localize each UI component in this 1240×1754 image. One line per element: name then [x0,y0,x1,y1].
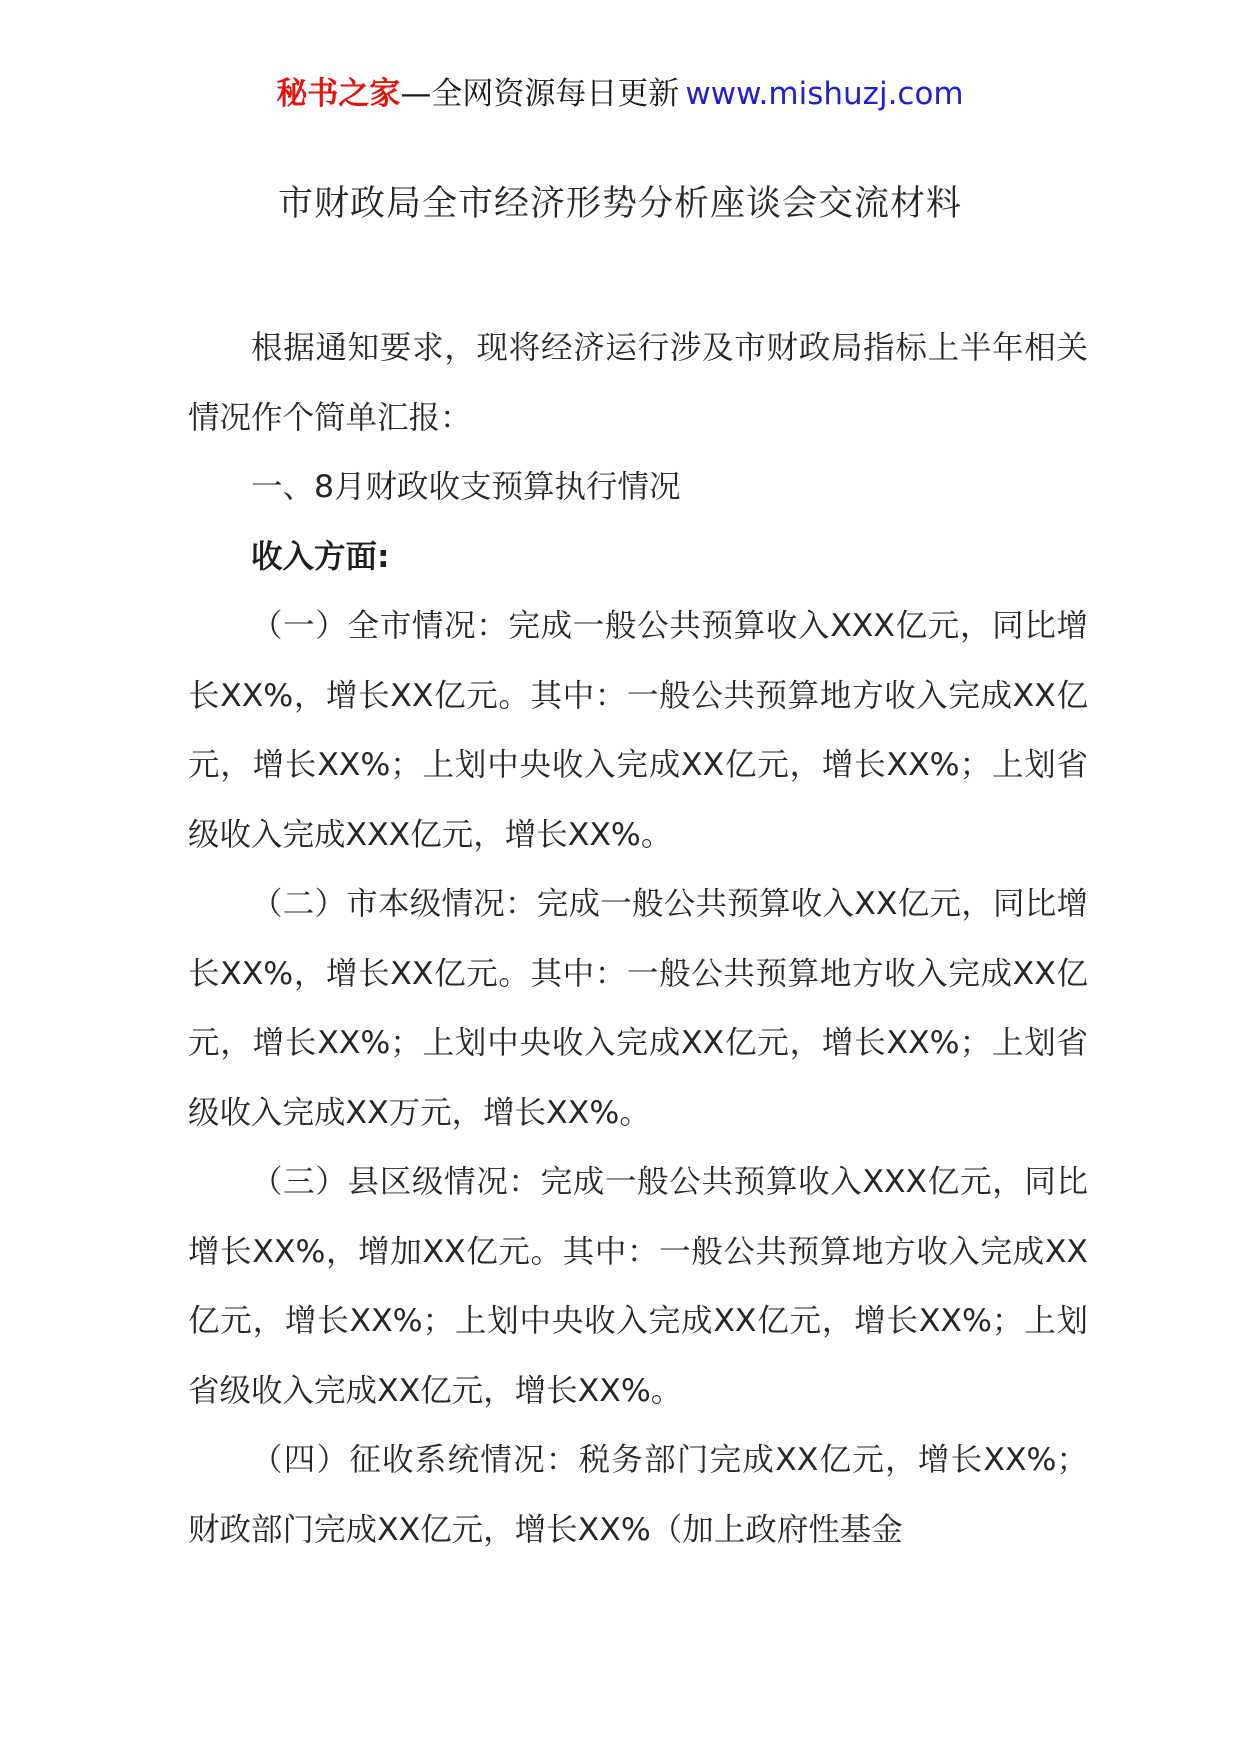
section-heading: 一、8月财政收支预算执行情况 [251,469,681,505]
site-slogan: —全网资源每日更新 [400,76,680,112]
site-header [0,72,1240,116]
intro-paragraph: 根据通知要求，现将经济运行涉及市财政局指标上半年相关情况作个简单汇报： [188,330,1088,436]
subsection-heading: 收入方面: [251,538,390,575]
document-title: 市财政局全市经济形势分析座谈会交流材料 [277,184,962,224]
paragraph-collection-system: （四）征收系统情况：税务部门完成XX亿元，增长XX%；财政部门完成XX亿元，增长XX%（加上政府性基金 [188,1442,1088,1548]
site-url-link[interactable]: www.mishuzj.com [685,76,964,112]
paragraph-city: （一）全市情况：完成一般公共预算收入XXX亿元，同比增长XX%，增长XX亿元。其中：一般公共预算地方收入完成XX亿元，增长XX%；上划中央收入完成XX亿元，增长XX%；上划省级收入完成XXX亿元，增长XX%。 [188,608,1088,853]
paragraph-city-level: （二）市本级情况：完成一般公共预算收入XX亿元，同比增长XX%，增长XX亿元。其中：一般公共预算地方收入完成XX亿元，增长XX%；上划中央收入完成XX亿元，增长XX%；上划省级收入完成XX万元，增长XX%。 [188,886,1088,1131]
site-brand: 秘书之家 [276,76,401,112]
paragraph-county-level: （三）县区级情况：完成一般公共预算收入XXX亿元，同比增长XX%，增加XX亿元。其中：一般公共预算地方收入完成XX亿元，增长XX%；上划中央收入完成XX亿元，增长XX%；上划省级收入完成XX亿元，增长XX%。 [188,1164,1088,1409]
document-body [188,314,1088,1565]
